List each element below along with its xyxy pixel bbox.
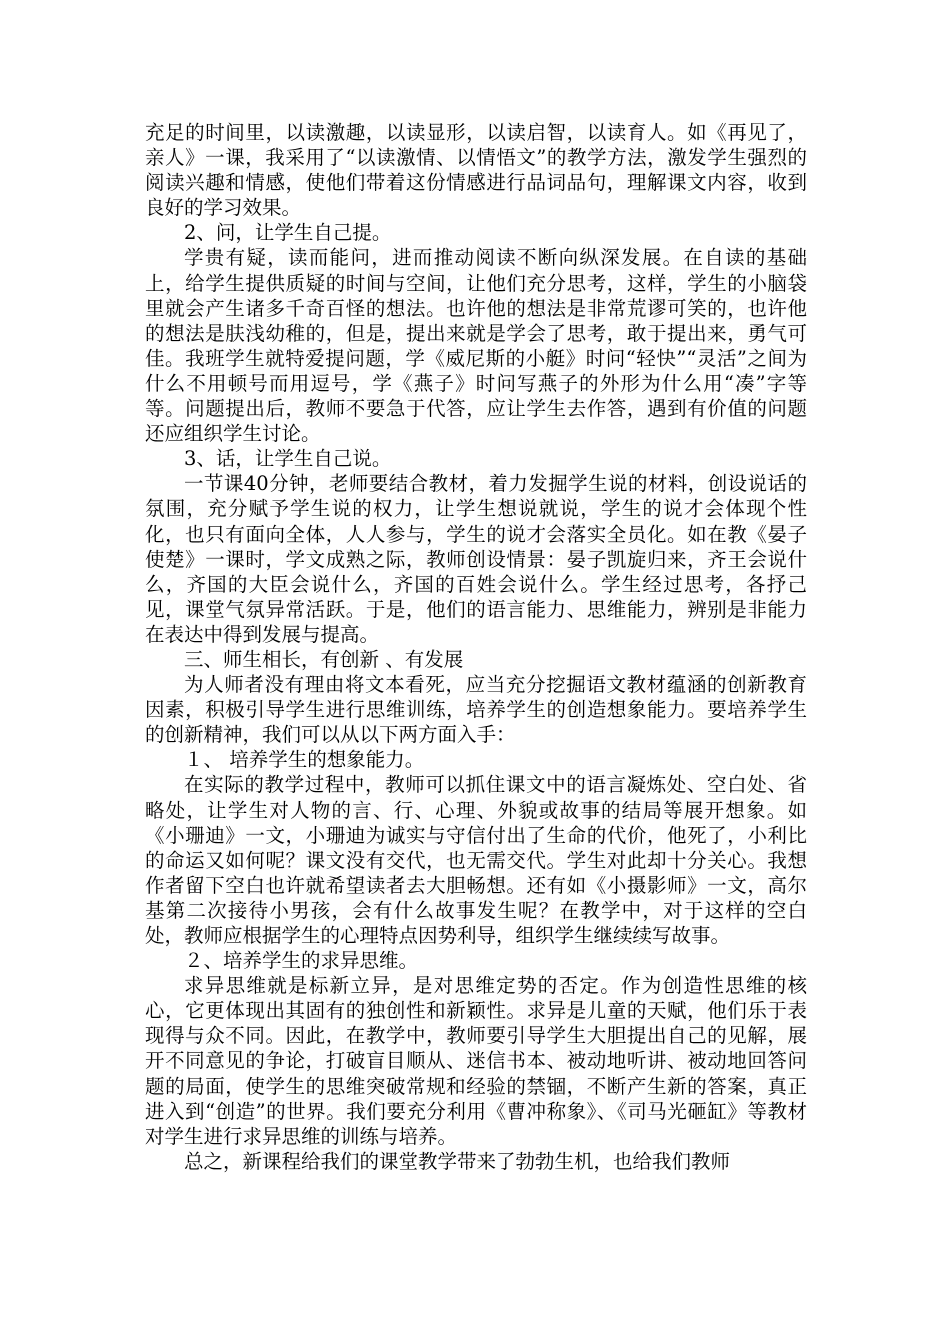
subheading-imagination: １、 培养学生的想象能力。 [184, 748, 425, 772]
paragraph-imagination: 在实际的教学过程中，教师可以抓住课文中的语言凝炼处、空白处、省略处，让学生对人物的言、行、心理、外貌或故事的结局等展开想象。如《小珊迪》一文，小珊迪为诚实与守信付出了生命的代价，他死了，小利比的命运又如何呢？课文没有交代，也无需交代。学生对此却十分关心。我想作者留下空白也许就希望读者去大胆畅想。还有如《小摄影师》一文，高尔基第二次接待小男孩，会有什么故事发生呢？在教学中，对于这样的空白处，教师应根据学生的心理特点因势利导，组织学生继续续写故事。 [145, 773, 807, 947]
subheading-ask: 2、问，让学生自己提。 [184, 221, 392, 245]
paragraph-speaking: 一节课40分钟，老师要结合教材，着力发掘学生说的材料，创设说话的氛围，充分赋予学生说的权力，让学生想说就说，学生的说才会体现个性化，也只有面向全体，人人参与，学生的说才会落实全员化。如在教《晏子使楚》一课时，学文成熟之际，教师创设情景：晏子凯旋归来，齐王会说什么，齐国的大臣会说什么，齐国的百姓会说什么。学生经过思考，各抒己见，课堂气氛异常活跃。于是，他们的语言能力、思维能力，辨别是非能力在表达中得到发展与提高。 [145, 472, 807, 646]
subheading-speak: 3、话，让学生自己说。 [184, 447, 392, 471]
body-text [145, 120, 807, 1174]
section-heading-three: 三、师生相长，有创新 、有发展 [184, 647, 464, 671]
paragraph-divergent: 求异思维就是标新立异，是对思维定势的否定。作为创造性思维的核心，它更体现出其固有的独创性和新颖性。求异是儿童的天赋，他们乐于表现得与众不同。因此，在教学中，教师要引导学生大胆提出自己的见解，展开不同意见的争论，打破盲目顺从、迷信书本、被动地听讲、被动地回答问题的局面，使学生的思维突破常规和经验的禁锢，不断产生新的答案，真正进入到“创造”的世界。我们要充分利用《曹冲称象》、《司马光砸缸》等教材对学生进行求异思维的训练与培养。 [145, 974, 807, 1148]
paragraph-continuation: 充足的时间里，以读激趣，以读显形，以读启智，以读育人。如《再见了，亲人》一课，我采用了“以读激情、以情悟文”的教学方法，激发学生强烈的阅读兴趣和情感，使他们带着这份情感进行品词品句，理解课文内容，收到良好的学习效果。 [145, 121, 807, 220]
paragraph-innovation: 为人师者没有理由将文本看死，应当充分挖掘语文教材蕴涵的创新教育因素，积极引导学生进行思维训练，培养学生的创造想象能力。要培养学生的创新精神，我们可以从以下两方面入手： [145, 673, 807, 747]
subheading-divergent: ２、培养学生的求异思维。 [184, 949, 419, 973]
paragraph-conclusion: 总之，新课程给我们的课堂教学带来了勃勃生机，也给我们教师 [184, 1149, 731, 1173]
paragraph-questioning: 学贵有疑，读而能问，进而推动阅读不断向纵深发展。在自读的基础上，给学生提供质疑的时间与空间，让他们充分思考，这样，学生的小脑袋里就会产生诸多千奇百怪的想法。也许他的想法是非常荒谬可笑的，也许他的想法是肤浅幼稚的，但是，提出来就是学会了思考，敢于提出来，勇气可佳。我班学生就特爱提问题，学《威尼斯的小艇》时问“轻快”“灵活”之间为什么不用顿号而用逗号，学《燕子》时问写燕子的外形为什么用“凑”字等等。问题提出后，教师不要急于代答，应让学生去作答，遇到有价值的问题还应组织学生讨论。 [145, 246, 807, 446]
